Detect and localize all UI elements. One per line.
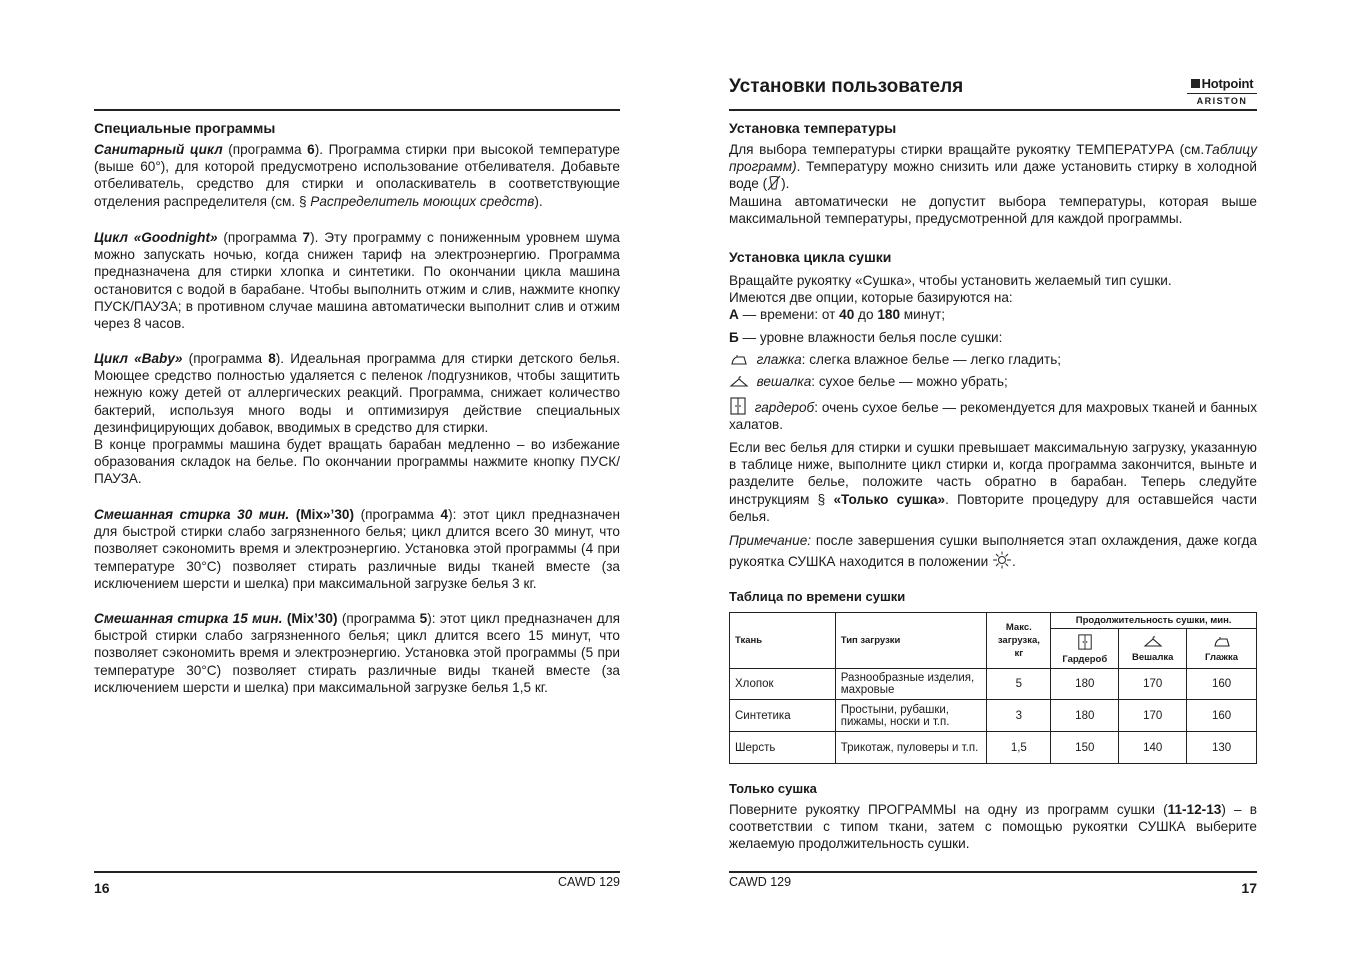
header-hanger (1119, 629, 1187, 669)
mix30-text: ): этот цикл предназначен для быстрой стирки слабо загрязненного белья; цикл длится всего 30 минут, что позволяет сэкономить время и электроэнергию. Установка этой программы (4 при температуре 30°C) позволяет стирать различные виды тканей вместе (за исключением шерсти и шелка) при максимальной загрузке белья 3 кг. (94, 507, 620, 591)
temp-title: Установка температуры (729, 120, 897, 136)
temp-p1a: Для выбора температуры стирки вращайте рукоятку ТЕМПЕРАТУРА (см. (729, 142, 1205, 157)
baby-pre: (программа (182, 351, 269, 366)
iron-name: глажка (756, 352, 802, 367)
bottom-rule (94, 871, 620, 873)
wardrobe-text: : очень сухое белье — рекомендуется для махровых тканей и банных халатов. (729, 400, 1257, 433)
mix30-num: 4 (440, 507, 449, 522)
cell-load: Разнообразные изделия, махровые (835, 669, 987, 700)
header-wardrobe (1051, 629, 1119, 669)
overload-ref: «Только сушка» (833, 491, 946, 507)
cell-load: Трикотаж, пуловеры и т.п. (835, 732, 987, 764)
page-title: Установки пользователя (729, 76, 964, 97)
mix30-pre: (программа (353, 507, 441, 522)
header-hanger-label: Вешалка (1131, 651, 1174, 663)
table-row (730, 732, 1257, 764)
only-dry-paragraph (729, 801, 1257, 853)
goodnight-pre: (программа (217, 230, 303, 245)
sanitary-ref: Распределитель моющих средств (310, 193, 535, 209)
mix15-title: Смешанная стирка 15 мин. (94, 611, 283, 626)
logo-brand: Hotpoint (1201, 76, 1254, 91)
logo-sub: ARISTON (1196, 96, 1248, 106)
goodnight-title: Цикл «Goodnight» (94, 230, 218, 245)
model-label: CAWD 129 (729, 875, 792, 889)
drying-time-table (729, 612, 1257, 764)
sanitary-paragraph (94, 141, 620, 210)
brand-logo (1187, 76, 1257, 106)
note-end: . (1012, 554, 1016, 569)
left-page (94, 0, 620, 954)
table-row (730, 700, 1257, 732)
temp-p1ref: Таблицу программ) (729, 142, 1257, 175)
dry-title: Установка цикла сушки (729, 249, 892, 265)
sanitary-num: 6 (307, 142, 315, 157)
top-rule (729, 109, 1257, 111)
header-wardrobe-label: Гардероб (1062, 653, 1108, 665)
dry-hanger-line (729, 373, 1257, 390)
cell-hanger: 170 (1119, 700, 1187, 732)
baby-title: Цикл «Baby» (94, 351, 183, 366)
table-row (730, 669, 1257, 700)
dry-a-from: 40 (839, 307, 855, 323)
overload-a: Если вес белья для стирки и сушки превышает максимальную загрузку, указанную в таблице ниже, выполните цикл стирки и, когда программа закончится, выньте и разделите белье, положите часть обратно в барабан. Теперь следуйте инструкциям § (729, 440, 1257, 507)
only-dry-nums: 11-12-13 (1167, 802, 1222, 817)
hanger-name: вешалка (756, 374, 812, 389)
iron-icon (1212, 635, 1232, 649)
dry-note-paragraph (729, 530, 1257, 572)
cell-iron: 160 (1187, 700, 1257, 732)
goodnight-paragraph (94, 229, 620, 332)
mix15-text: ): этот цикл предназначен для быстрой стирки слабо загрязненного белья; цикл длится всего 15 минут, что позволяет сэкономить время и электроэнергию. Установка этой программы (5 при температуре 30°C) позволяет стирать различные виды тканей вместе (за исключением шерсти и шелка) при максимальной загрузке белья 1,5 кг. (94, 611, 620, 695)
hanger-icon (1143, 635, 1163, 649)
sanitary-pre: (программа (222, 142, 308, 157)
sanitary-text: ). Программа стирки при высокой температуре (выше 60°), для которой предусмотрено использование отбеливателя. Добавьте отбеливатель, средство для стирки и ополаскиватель в соответствующие отделения распределителя (см. § (94, 142, 620, 209)
cell-iron: 160 (1187, 669, 1257, 700)
cold-water-icon (767, 175, 781, 191)
note-label: Примечание: (729, 533, 812, 548)
cell-max: 1,5 (987, 732, 1051, 764)
model-label: CAWD 129 (557, 875, 620, 889)
header-iron (1187, 629, 1257, 669)
dry-a-mid: до (854, 307, 878, 323)
cell-iron: 130 (1187, 732, 1257, 764)
mix30-tag: (Mix»’30) (295, 507, 354, 522)
dry-l2: Имеются две опции, которые базируются на: (729, 290, 1013, 306)
wardrobe-icon (1077, 633, 1093, 651)
note-text: после завершения сушки выполняется этап охлаждения, даже когда рукоятка СУШКА находится в положении (729, 533, 1257, 569)
cell-hanger: 170 (1119, 669, 1187, 700)
header-max-load: Макс. загрузка, кг (987, 613, 1051, 669)
cell-wardrobe: 180 (1051, 669, 1119, 700)
hanger-text: : сухое белье — можно убрать; (811, 374, 1008, 389)
cooling-icon (992, 551, 1012, 569)
baby-text2: В конце программы машина будет вращать барабан медленно – во избежание образования складок на белье. По окончании программы нажмите кнопку ПУСК/ПАУЗА. (94, 437, 620, 487)
header-load: Тип загрузки (835, 613, 987, 669)
header-fabric: Ткань (730, 613, 836, 669)
mix30-title: Смешанная стирка 30 мин. (94, 507, 290, 522)
dry-b-text: — уровне влажности белья после сушки: (738, 330, 1003, 345)
top-rule (94, 109, 620, 111)
cell-hanger: 140 (1119, 732, 1187, 764)
cell-max: 5 (987, 669, 1051, 700)
cell-fabric: Шерсть (730, 732, 836, 764)
mix30-paragraph (94, 506, 620, 592)
dry-overload-paragraph (729, 439, 1257, 525)
dry-iron-line (729, 351, 1257, 368)
bottom-rule (729, 871, 1257, 873)
dry-l1: Вращайте рукоятку «Сушка», чтобы установить желаемый тип сушки. (729, 273, 1172, 288)
section-title: Специальные программы (94, 120, 276, 136)
cell-fabric: Хлопок (730, 669, 836, 700)
iron-text: : слегка влажное белье — легко гладить; (801, 352, 1062, 367)
cell-fabric: Синтетика (730, 700, 836, 732)
goodnight-num: 7 (302, 230, 311, 245)
header-duration: Продолжительность сушки, мин. (1051, 613, 1257, 629)
wardrobe-icon (729, 397, 747, 415)
only-dry-a: Поверните рукоятку ПРОГРАММЫ на одну из программ сушки ( (729, 802, 1168, 817)
sanitary-end: ). (534, 193, 543, 209)
temp-p1c: ). (781, 176, 790, 192)
temp-paragraph (729, 141, 1257, 227)
baby-text: ). Идеальная программа для стирки детского белья. Моющее средство полностью удаляется с пеленок /подгузников, чтобы защитить нежную кожу детей от аллергических реакций. Программа, снижает количество бактерий, используя много воды и оптимизируя действие специальных дезинфицирующих добавок, вводимых в средство для стирки. (94, 351, 620, 435)
overload-b: . Повторите процедуру для оставшейся части белья. (729, 491, 1258, 524)
dry-wardrobe-line (729, 397, 1257, 433)
goodnight-text: ). Эту программу с пониженным уровнем шума можно запускать ночью, когда снижен тариф на электроэнергию. Программа предназначена для стирки хлопка и синтетики. По окончании цикла машина остановится с водой в барабане. Чтобы выполнить отжим и слив, нажмите кнопку ПУСК/ПАУЗА; в противном случае машина автоматически выполнит слив и отжим через 8 часов. (94, 230, 620, 332)
right-page (729, 0, 1257, 954)
mix15-tag: (Mix’30) (286, 611, 338, 626)
temp-p1b: . Температуру можно снизить или даже установить стирку в холодной воде ( (729, 159, 1257, 192)
cell-wardrobe: 150 (1051, 732, 1119, 764)
table-title: Таблица по времени сушки (729, 589, 906, 604)
dry-b-label: Б (729, 330, 739, 345)
only-dry-b: ) – в соответствии с типом ткани, затем с помощью рукоятки СУШКА выберите желаемую продолжительность сушки. (729, 802, 1257, 852)
dry-a-end: минут; (900, 307, 946, 323)
wardrobe-name: гардероб (754, 400, 815, 415)
mix15-paragraph (94, 610, 620, 696)
iron-icon (729, 353, 749, 367)
baby-paragraph (94, 350, 620, 488)
dry-a-pre: — времени: от (738, 307, 840, 323)
hanger-icon (729, 375, 749, 389)
mix15-num: 5 (419, 611, 428, 626)
baby-num: 8 (268, 351, 276, 366)
cell-max: 3 (987, 700, 1051, 732)
cell-wardrobe: 180 (1051, 700, 1119, 732)
mix15-pre: (программа (337, 611, 420, 626)
page-number: 16 (94, 880, 110, 896)
temp-p2: Машина автоматически не допустит выбора температуры, которая выше максимальной температуры, предусмотренной для каждой программы. (729, 193, 1257, 226)
header-iron-label: Глажка (1205, 651, 1239, 663)
dry-intro (729, 272, 1257, 324)
dry-a-to: 180 (877, 307, 901, 323)
logo-square-icon (1191, 79, 1200, 88)
only-dry-title: Только сушка (729, 781, 817, 796)
cell-load: Простыни, рубашки, пижамы, носки и т.п. (835, 700, 987, 732)
dry-a-label: А (729, 307, 739, 323)
sanitary-title: Санитарный цикл (94, 142, 223, 157)
dry-b-line (729, 329, 1257, 346)
page-number: 17 (1241, 880, 1257, 896)
